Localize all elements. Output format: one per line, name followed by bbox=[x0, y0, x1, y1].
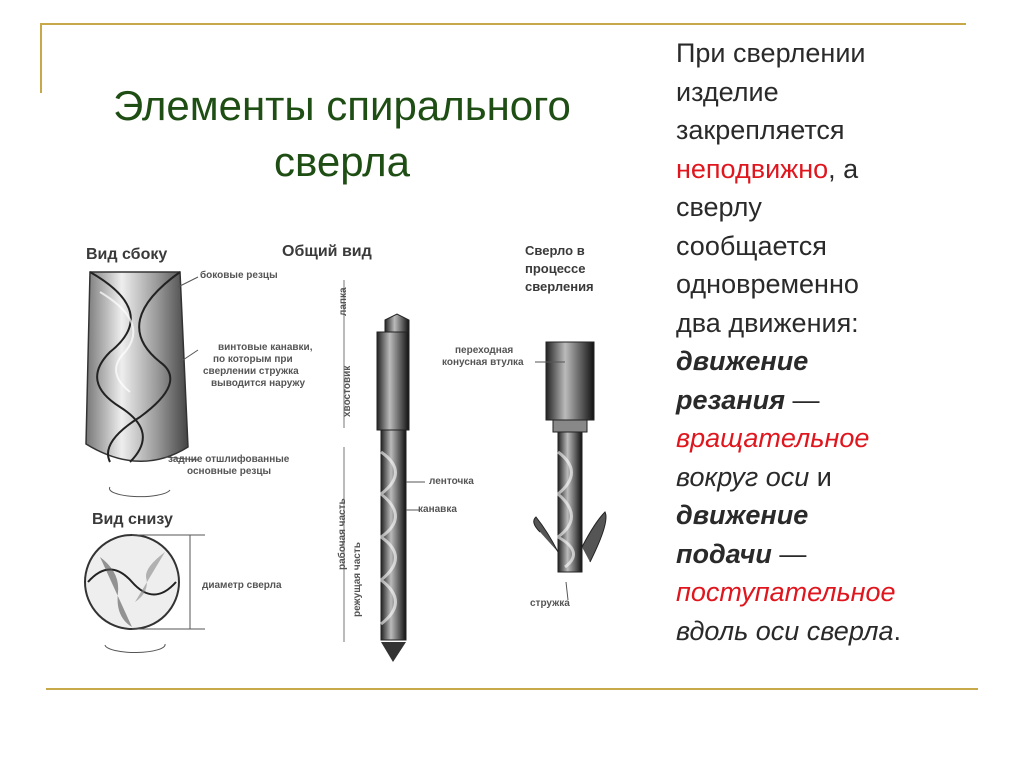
label-rear-cutters-1: задние отшлифованные bbox=[168, 454, 290, 465]
desc-line: одновременно bbox=[676, 269, 859, 299]
label-grooves-4: выводится наружу bbox=[211, 378, 306, 389]
desc-line: резания — bbox=[676, 384, 820, 415]
left-rule bbox=[40, 23, 42, 93]
label-margin: ленточка bbox=[429, 476, 474, 487]
drill-diagram bbox=[70, 232, 630, 672]
slide-title: Элементы спирального сверла bbox=[113, 82, 571, 185]
highlight-still: неподвижно bbox=[676, 153, 829, 184]
desc-line: изделие bbox=[676, 76, 779, 107]
general-view-drill bbox=[377, 314, 409, 662]
top-rule bbox=[40, 23, 966, 25]
desc-line: закрепляется bbox=[676, 115, 845, 145]
label-foot: лапка bbox=[338, 287, 349, 316]
label-rear-cutters-2: основные резцы bbox=[187, 466, 272, 477]
label-grooves-3: сверлении стружка bbox=[203, 366, 299, 377]
label-chip: стружка bbox=[530, 598, 570, 609]
label-groove: канавка bbox=[418, 504, 457, 515]
process-drill bbox=[534, 342, 606, 572]
process-heading-3: сверления bbox=[525, 279, 594, 294]
desc-line: сообщается bbox=[676, 230, 827, 261]
desc-line: поступательное bbox=[676, 577, 896, 607]
label-drill-diameter: диаметр сверла bbox=[202, 580, 282, 591]
label-working-part: рабочая часть bbox=[337, 498, 348, 570]
bottom-view-heading: Вид снизу bbox=[92, 511, 173, 528]
bottom-rule bbox=[46, 688, 978, 690]
label-cutting-part: режущая часть bbox=[352, 542, 363, 617]
side-view-heading: Вид сбоку bbox=[86, 246, 168, 263]
description-text bbox=[676, 34, 1006, 650]
general-view-heading: Общий вид bbox=[282, 243, 372, 260]
label-shank: хвостовик bbox=[342, 365, 353, 417]
desc-line: два движения: bbox=[676, 307, 859, 338]
desc-line: вокруг оси и bbox=[676, 461, 832, 492]
label-sleeve-2: конусная втулка bbox=[442, 357, 524, 368]
label-grooves-1: винтовые канавки, bbox=[218, 342, 313, 353]
desc-line: вращательное bbox=[676, 423, 870, 453]
desc-line: неподвижно, а bbox=[676, 153, 859, 184]
desc-line: подачи — bbox=[676, 538, 807, 569]
bottom-view-drill bbox=[85, 535, 179, 653]
desc-line: При сверлении bbox=[676, 38, 866, 68]
desc-line: движение bbox=[676, 346, 809, 376]
label-side-cutters: боковые резцы bbox=[200, 270, 278, 281]
desc-line: вдоль оси сверла. bbox=[676, 615, 902, 646]
desc-line: движение bbox=[676, 500, 809, 530]
desc-line: сверлу bbox=[676, 192, 762, 222]
process-heading-1: Сверло в bbox=[525, 243, 585, 258]
label-grooves-2: по которым при bbox=[213, 354, 293, 365]
process-heading-2: процессе bbox=[525, 261, 586, 276]
label-sleeve-1: переходная bbox=[455, 345, 514, 356]
